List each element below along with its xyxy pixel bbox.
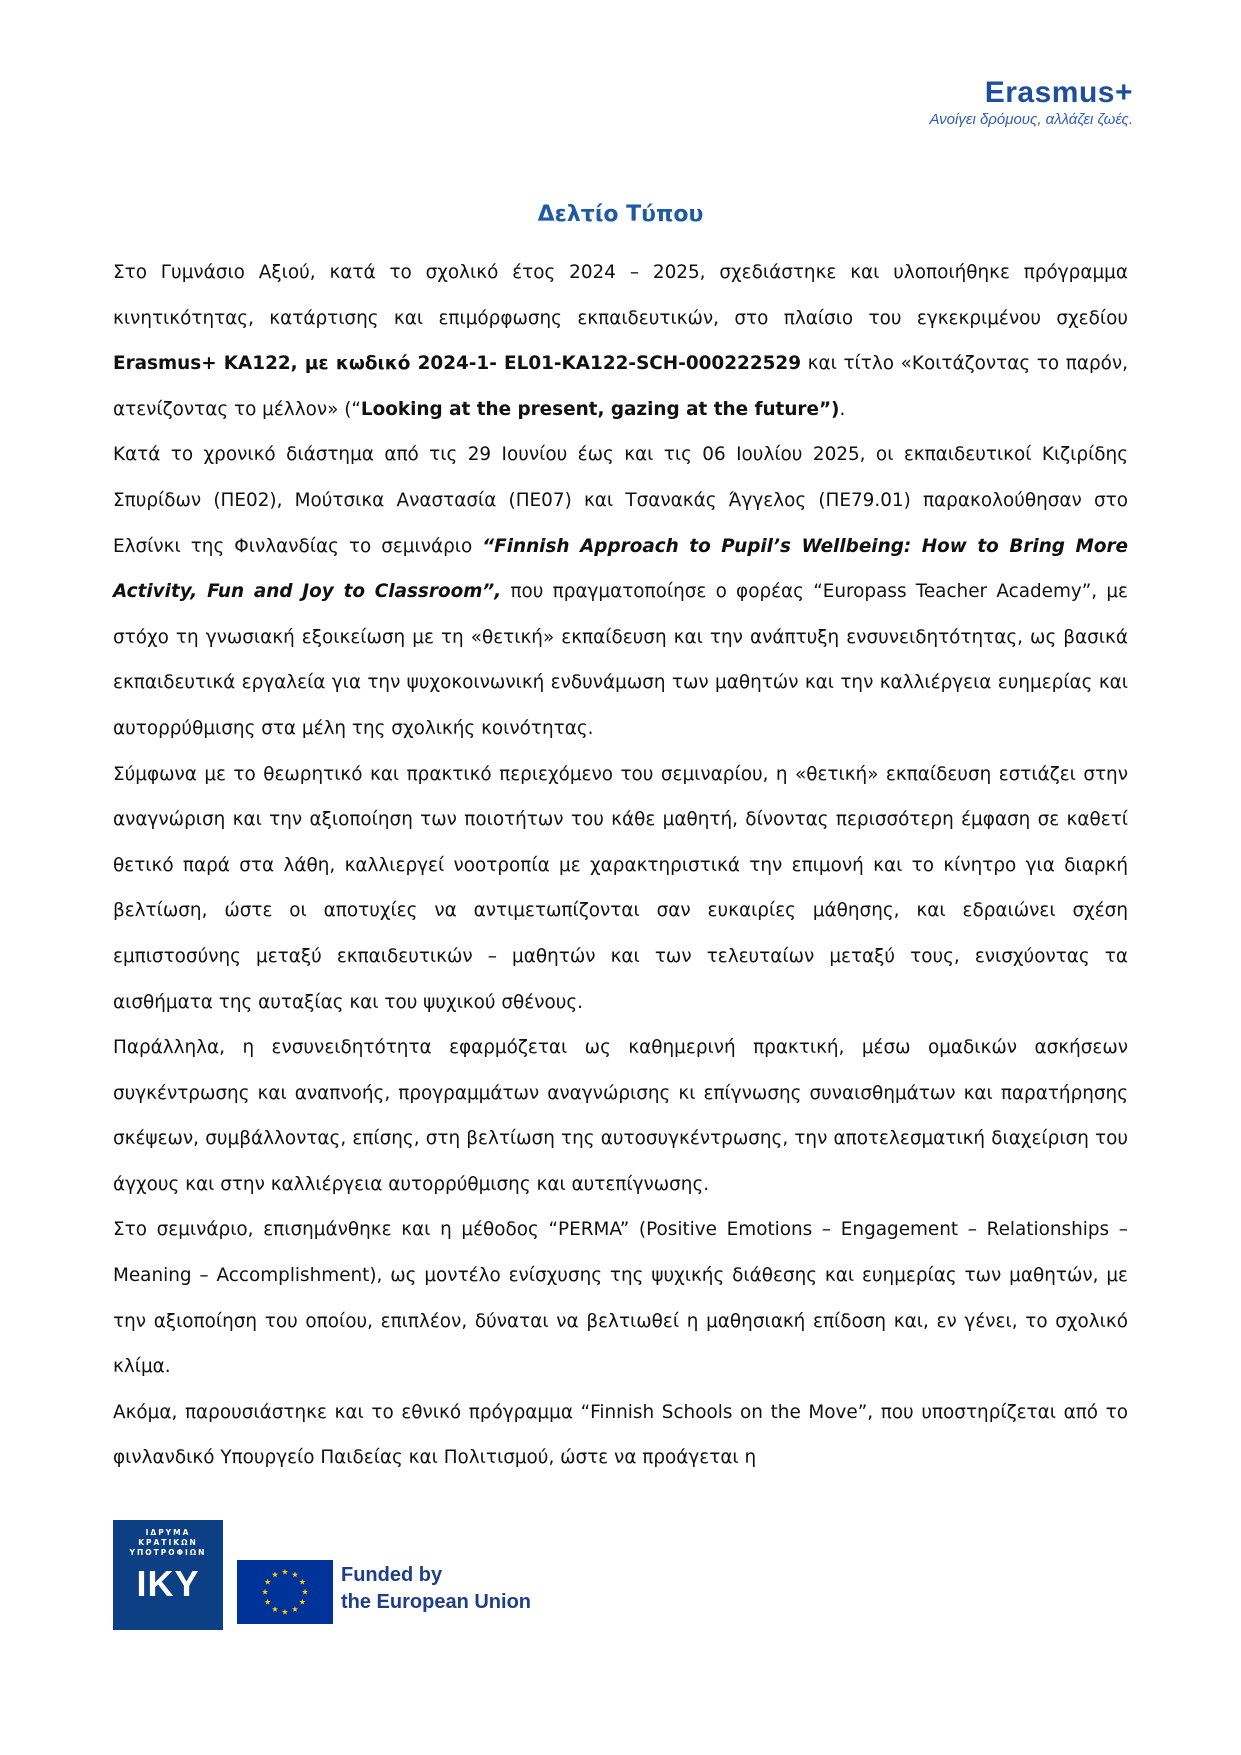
emphasized-text: Erasmus+ KA122, με κωδικό 2024-1- EL01-KA122-SCH-000222529 bbox=[113, 353, 801, 375]
body-paragraph bbox=[113, 1207, 1128, 1389]
eu-funding-line-2: the European Union bbox=[341, 1591, 531, 1613]
paragraph-text: . bbox=[839, 398, 846, 420]
document-body bbox=[113, 250, 1128, 1481]
paragraph-text: Κατά το χρονικό διάστημα από τις 29 Ιουνίου έως και τις 06 Ιουλίου 2025, οι εκπαιδευτικοί Κιζιρίδης Σπυρίδων (ΠΕ02), Μούτσικα Αναστασία (ΠΕ07) και Τσανακάς Άγγελος (ΠΕ79.01) παρακολούθησαν στο Ελσίνκι της Φινλανδίας το σεμινάριο bbox=[113, 444, 1128, 557]
erasmus-plus-wordmark: Erasmus+ bbox=[984, 76, 1133, 109]
paragraph-text: που πραγματοποίησε ο φορέας “Europass Teacher Academy”, με στόχο τη γνωσιακή εξοικείωση με τη «θετική» εκπαίδευση και την ανάπτυξη ενσυνειδητότητας, ως βασικά εκπαιδευτικά εργαλεία για την ψυχοκοινωνική ενδυνάμωση των μαθητών και την καλλιέργεια ευημερίας και αυτορρύθμισης στα μέλη της σχολικής κοινότητας. bbox=[113, 581, 1128, 739]
iky-logo-acronym: IKY bbox=[136, 1563, 200, 1604]
paragraph-text: Ακόμα, παρουσιάστηκε και το εθνικό πρόγραμμα “Finnish Schools on the Move”, που υποστηρίζεται από το φινλανδικό Υπουργείο Παιδείας και Πολιτισμού, ώστε να προάγεται η bbox=[113, 1401, 1128, 1469]
eu-flag-icon bbox=[237, 1560, 333, 1624]
iky-logo bbox=[113, 1520, 223, 1630]
iky-logo-line: ΥΠΟΤΡΟΦΙΩΝ bbox=[129, 1548, 207, 1557]
body-paragraph bbox=[113, 250, 1128, 432]
erasmus-plus-logo bbox=[929, 76, 1133, 130]
eu-funding-line-1: Funded by bbox=[341, 1564, 443, 1586]
body-paragraph bbox=[113, 1025, 1128, 1207]
iky-logo-line: ΙΔΡΥΜΑ bbox=[145, 1528, 191, 1537]
eu-funding-label bbox=[341, 1562, 531, 1616]
funding-footer bbox=[113, 1520, 633, 1632]
paragraph-text: Στο σεμινάριο, επισημάνθηκε και η μέθοδος “PERMA” (Positive Emotions – Engagement – Relationships – Meaning – Accomplishment), ως μοντέλο ενίσχυσης της ψυχικής διάθεσης και ευημερίας των μαθητών, με την αξιοποίηση του οποίου, επιπλέον, δύναται να βελτιωθεί η μαθησιακή επίδοση και, εν γένει, το σχολικό κλίμα. bbox=[113, 1219, 1128, 1378]
body-paragraph bbox=[113, 432, 1128, 751]
iky-logo-line: ΚΡΑΤΙΚΩΝ bbox=[138, 1538, 198, 1547]
emphasized-text: Looking at the present, gazing at the future”) bbox=[360, 398, 840, 420]
paragraph-text: Παράλληλα, η ενσυνειδητότητα εφαρμόζεται ως καθημερινή πρακτική, μέσω ομαδικών ασκήσεων συγκέντρωσης και αναπνοής, προγραμμάτων αναγνώρισης κι επίγνωσης συναισθημάτων και παρατήρησης σκέψεων, συμβάλλοντας, επίσης, στη βελτίωση της αυτοσυγκέντρωσης, την αποτελεσματική διαχείριση του άγχους και στην καλλιέργεια αυτορρύθμισης και αυτεπίγνωσης. bbox=[113, 1037, 1128, 1195]
paragraph-text: και τίτλο «Κοιτάζοντας το παρόν, ατενίζοντας το μέλλον» (“ bbox=[113, 353, 1128, 420]
paragraph-text: Σύμφωνα με το θεωρητικό και πρακτικό περιεχόμενο του σεμιναρίου, η «θετική» εκπαίδευση εστιάζει στην αναγνώριση και την αξιοποίηση των ποιοτήτων του κάθε μαθητή, δίνοντας περισσότερη έμφαση σε καθετί θετικό παρά στα λάθη, καλλιεργεί νοοτροπία με χαρακτηριστικά την επιμονή και το κίνητρο για διαρκή βελτίωση, ώστε οι αποτυχίες να αντιμετωπίζονται σαν ευκαιρίες μάθησης, και εδραιώνει σχέση εμπιστοσύνης μεταξύ εκπαιδευτικών – μαθητών και των τελευταίων μεταξύ τους, ενισχύοντας τα αισθήματα της αυταξίας και του ψυχικού σθένους. bbox=[113, 763, 1128, 1013]
erasmus-plus-tagline: Ανοίγει δρόμους, αλλάζει ζωές. bbox=[929, 111, 1133, 128]
emphasized-text: “Finnish Approach to Pupil’s Wellbeing: How to Bring More Activity, Fun and Joy to Classroom”, bbox=[113, 535, 1129, 603]
body-paragraph bbox=[113, 752, 1128, 1026]
page-title: Δελτίο Τύπου bbox=[537, 202, 704, 227]
body-paragraph bbox=[113, 1390, 1128, 1481]
paragraph-text: Στο Γυμνάσιο Αξιού, κατά το σχολικό έτος 2024 – 2025, σχεδιάστηκε και υλοποιήθηκε πρόγραμμα κινητικότητας, κατάρτισης και επιμόρφωσης εκπαιδευτικών, στο πλαίσιο του εγκεκριμένου σχεδίου bbox=[113, 262, 1128, 329]
